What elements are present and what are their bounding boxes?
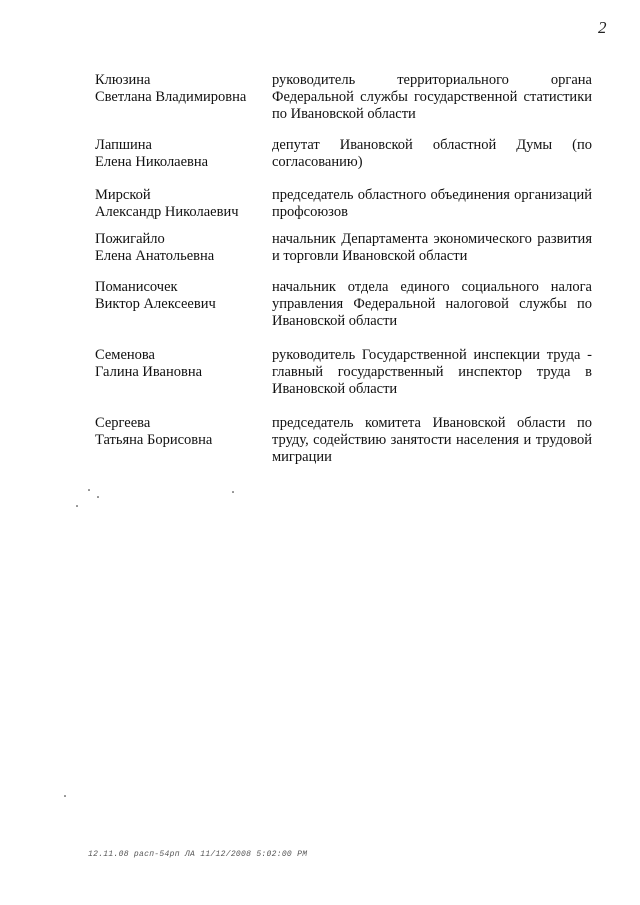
member-role: председатель областного объединения организаций профсоюзов	[272, 187, 592, 220]
member-given-names: Александр Николаевич	[95, 204, 239, 220]
member-name	[95, 347, 265, 381]
scan-speck	[88, 489, 90, 491]
member-surname: Поманисочек	[95, 279, 178, 295]
member-surname: Семенова	[95, 347, 155, 363]
scan-speck	[76, 505, 78, 507]
member-given-names: Елена Анатольевна	[95, 248, 215, 264]
member-surname: Мирской	[95, 187, 151, 203]
member-role: начальник отдела единого социального налога управления Федеральной налоговой службы по Ивановской области	[272, 279, 592, 329]
member-given-names: Виктор Алексеевич	[95, 296, 216, 312]
page-number: 2	[598, 18, 607, 37]
member-role: руководитель территориального органа Федеральной службы государственной статистики по Ивановской области	[272, 72, 592, 122]
member-name	[95, 415, 265, 449]
document-footer: 12.11.08 расп-54рп ЛА 11/12/2008 5:02:00 PM	[88, 850, 308, 859]
member-surname: Пожигайло	[95, 231, 165, 247]
member-given-names: Татьяна Борисовна	[95, 432, 213, 448]
member-name	[95, 231, 265, 265]
member-given-names: Галина Ивановна	[95, 364, 203, 380]
member-surname: Лапшина	[95, 137, 152, 153]
member-name	[95, 137, 265, 171]
scan-speck	[232, 491, 234, 493]
member-given-names: Светлана Владимировна	[95, 89, 247, 105]
member-role: руководитель Государственной инспекции труда - главный государственный инспектор труда в Ивановской области	[272, 347, 592, 397]
scan-speck	[97, 496, 99, 498]
member-name	[95, 187, 265, 221]
member-name	[95, 279, 265, 313]
scan-speck	[64, 795, 66, 797]
member-role: председатель комитета Ивановской области по труду, содействию занятости населения и трудовой миграции	[272, 415, 592, 465]
member-name	[95, 72, 265, 106]
member-surname: Сергеева	[95, 415, 151, 431]
member-role: начальник Департамента экономического развития и торговли Ивановской области	[272, 231, 592, 264]
member-role: депутат Ивановской областной Думы (по согласованию)	[272, 137, 592, 170]
member-surname: Клюзина	[95, 72, 151, 88]
member-given-names: Елена Николаевна	[95, 154, 209, 170]
